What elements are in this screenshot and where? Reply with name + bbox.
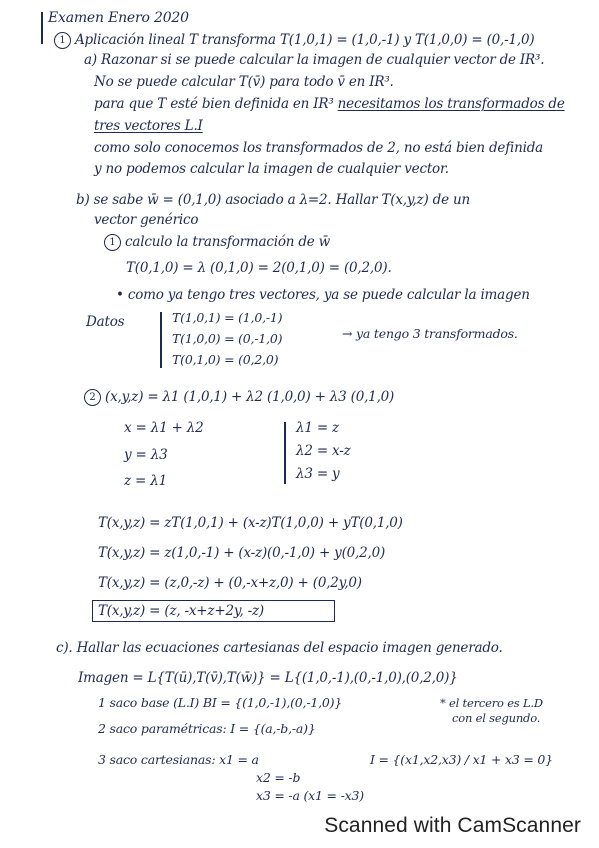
step-2-text: (x,y,z) = λ1 (1,0,1) + λ2 (1,0,0) + λ3 (0,1,0)	[105, 389, 395, 405]
cartesian-eq: x3 = -a (x1 = -x3)	[256, 788, 364, 803]
equation-left: y = λ3	[124, 447, 168, 463]
transform-line: T(x,y,z) = (z,0,-z) + (0,-x+z,0) + (0,2y,0)	[98, 575, 362, 591]
part-b-question-cont: vector genérico	[94, 212, 199, 228]
part-b-question: b) se sabe w̄ = (0,1,0) asociado a λ=2. Hallar T(x,y,z) de un	[76, 192, 470, 208]
equation-left: x = λ1 + λ2	[124, 420, 204, 436]
datos-item: T(1,0,1) = (1,0,-1)	[172, 310, 283, 325]
equation-left: z = λ1	[124, 473, 167, 489]
base-note: * el tercero es L.D	[440, 696, 543, 710]
step-2-number: 2	[84, 389, 101, 406]
exercise-number: 1	[54, 32, 71, 49]
datos-label: Datos	[86, 314, 125, 330]
equation-right: λ3 = y	[296, 466, 340, 482]
part-a-line-5: como solo conocemos los transformados de 2, no está bien definida	[94, 140, 544, 156]
part-a-question: a) Razonar si se puede calcular la imagen de cualquier vector de IR³.	[84, 52, 545, 68]
step-1-text: calculo la transformación de w̄	[125, 234, 331, 250]
cartesian-result: I = {(x1,x2,x3) / x1 + x3 = 0}	[370, 752, 553, 767]
scanner-watermark: Scanned with CamScanner	[324, 814, 581, 837]
scanner-footer	[0, 808, 599, 848]
image-span: Imagen = L{T(ū),T(v̄),T(w̄)} = L{(1,0,-1),(0,-1,0),(0,2,0)}	[78, 670, 458, 686]
step-base: 1 saco base (L.I) BI = {(1,0,-1),(0,-1,0)}	[98, 695, 343, 710]
part-a-line-6: y no podemos calcular la imagen de cualquier vector.	[94, 161, 449, 177]
part-a-line-3-underlined: necesitamos los transformados de	[337, 96, 565, 112]
transform-line: T(x,y,z) = zT(1,0,1) + (x-z)T(1,0,0) + yT(0,1,0)	[98, 515, 403, 531]
transform-line: T(x,y,z) = z(1,0,-1) + (x-z)(0,-1,0) + y(0,2,0)	[98, 545, 386, 561]
equation-right: λ1 = z	[296, 420, 339, 436]
page-title: Examen Enero 2020	[48, 10, 189, 26]
step-cartesian: 3 saco cartesianas: x1 = a	[98, 752, 259, 767]
part-a-line-2: No se puede calcular T(v̄) para todo v̄ en IR³.	[94, 74, 394, 90]
equations-divider	[284, 422, 286, 484]
datos-bracket	[160, 312, 162, 368]
part-a-line-3	[94, 96, 565, 112]
base-note: con el segundo.	[452, 711, 541, 725]
step-1-number: 1	[104, 234, 121, 251]
exercise-1-statement	[54, 32, 534, 49]
cartesian-eq: x2 = -b	[256, 770, 301, 785]
part-a-line-4: tres vectores L.I	[94, 118, 203, 134]
datos-item: T(1,0,0) = (0,-1,0)	[172, 331, 283, 346]
datos-item: T(0,1,0) = (0,2,0)	[172, 352, 279, 367]
step-parametric: 2 saco paramétricas: I = {(a,-b,-a)}	[98, 721, 316, 736]
margin-mark	[41, 12, 43, 44]
step-1-title	[104, 234, 330, 251]
equation-right: λ2 = x-z	[296, 443, 351, 459]
step-1-calculation: T(0,1,0) = λ (0,1,0) = 2(0,1,0) = (0,2,0).	[126, 260, 392, 276]
step-2-combination	[84, 389, 394, 406]
datos-note: → ya tengo 3 transformados.	[342, 326, 518, 341]
step-1-note: • como ya tengo tres vectores, ya se puede calcular la imagen	[116, 287, 530, 303]
part-c-question: c). Hallar las ecuaciones cartesianas del espacio imagen generado.	[56, 640, 503, 656]
statement-text: Aplicación lineal T transforma T(1,0,1) = (1,0,-1) y T(1,0,0) = (0,-1,0)	[75, 32, 535, 48]
part-a-line-3-start: para que T esté bien definida en IR³	[94, 96, 338, 112]
boxed-result: T(x,y,z) = (z, -x+z+2y, -z)	[98, 603, 264, 619]
